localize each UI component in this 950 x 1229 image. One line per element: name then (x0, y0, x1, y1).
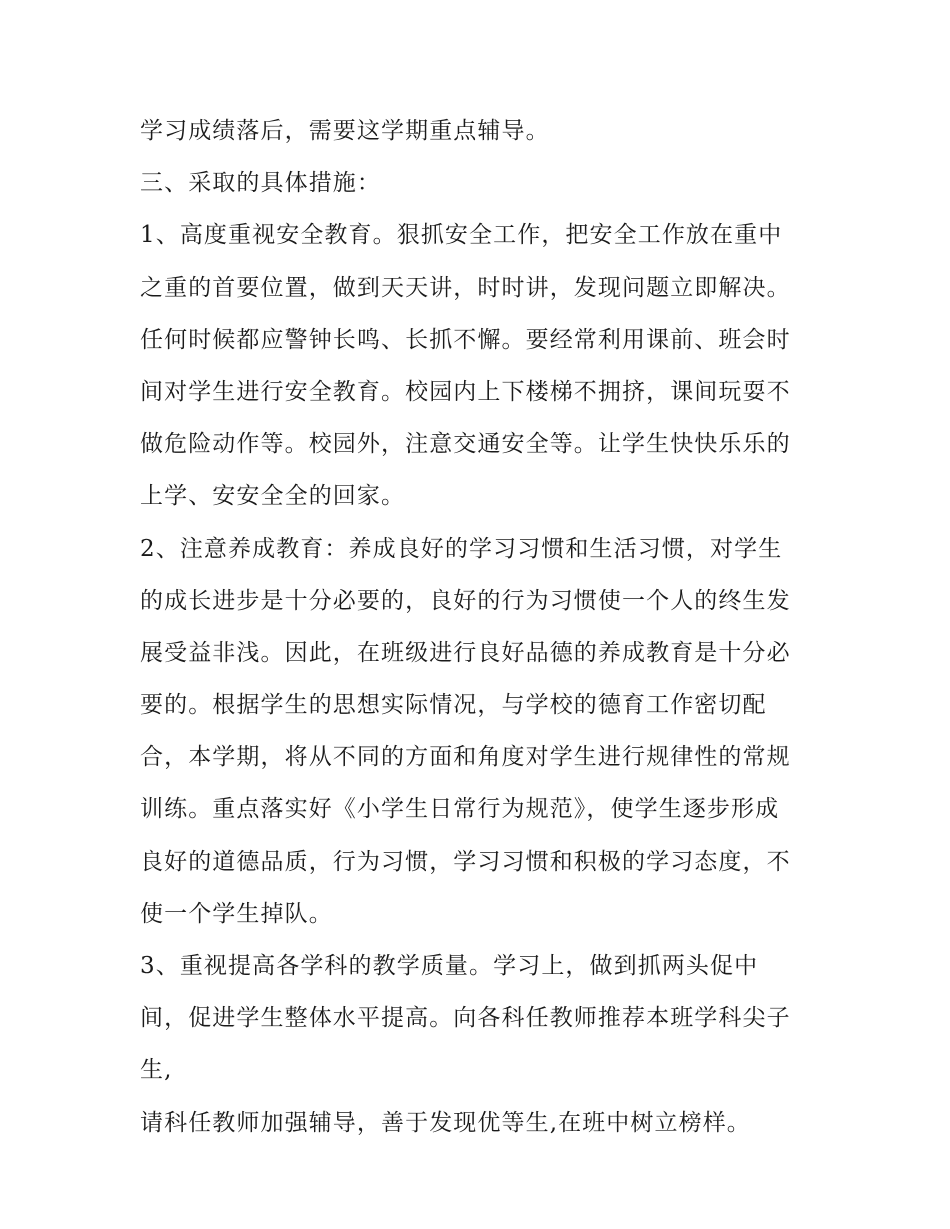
text-line: 间对学生进行安全教育。校园内上下楼梯不拥挤，课间玩耍不 (140, 378, 791, 405)
document-body (140, 105, 830, 1149)
text-line: 任何时候都应警钟长鸣、长抓不懈。要经常利用课前、班会时 (140, 326, 791, 353)
text-line: 训练。重点落实好《小学生日常行为规范》，使学生逐步形成 (140, 796, 780, 823)
text-line: 生, (140, 1057, 173, 1084)
text-line: 间，促进学生整体水平提高。向各科任教师推荐本班学科尖子 (140, 1005, 791, 1032)
text-line: 学习成绩落后，需要这学期重点辅导。 (140, 118, 550, 144)
text-line: 请科任教师加强辅导，善于发现优等生,在班中树立榜样。 (140, 1109, 751, 1136)
text-line: 使一个学生掉队。 (140, 900, 333, 927)
text-line: 展受益非浅。因此，在班级进行良好品德的养成教育是十分必 (140, 639, 791, 666)
text-line: 上学、安安全全的回家。 (140, 483, 406, 510)
text-line: 之重的首要位置，做到天天讲，时时讲，发现问题立即解决。 (140, 274, 791, 301)
text-line: 合，本学期，将从不同的方面和角度对学生进行规律性的常规 (140, 744, 791, 771)
text-line: 3、重视提高各学科的教学质量。学习上，做到抓两头促中 (140, 953, 759, 979)
section-heading: 三、采取的具体措施： (140, 170, 381, 197)
text-line: 2、注意养成教育：养成良好的学习习惯和生活习惯，对学生 (140, 535, 783, 562)
text-line: 良好的道德品质，行为习惯，学习习惯和积极的学习态度，不 (140, 848, 791, 875)
text-line: 要的。根据学生的思想实际情况，与学校的德育工作密切配 (140, 692, 767, 719)
text-line: 的成长进步是十分必要的，良好的行为习惯使一个人的终生发 (140, 587, 791, 614)
text-line: 1、高度重视安全教育。狠抓安全工作，把安全工作放在重中 (140, 222, 783, 249)
text-line: 做危险动作等。校园外，注意交通安全等。让学生快快乐乐的 (140, 431, 791, 458)
